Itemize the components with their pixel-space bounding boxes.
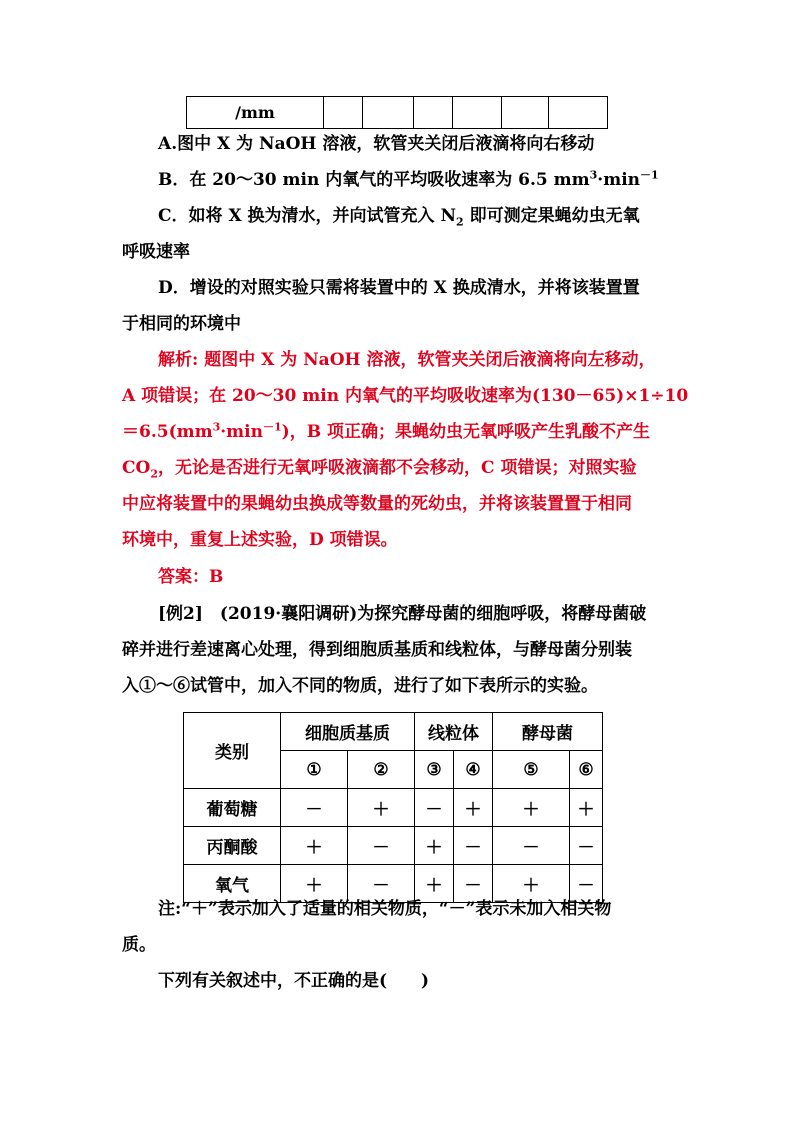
table-cell: ＋ [281, 827, 348, 865]
table-row [184, 789, 603, 827]
table-cell [453, 97, 502, 129]
option-a: A.图中 X 为 NaOH 溶液，软管夹关闭后液滴将向右移动 [158, 134, 595, 154]
example-line-2: 碎并进行差速离心处理，得到细胞质基质和线粒体，与酵母菌分别装 [122, 640, 632, 660]
table-cell: ＋ [493, 865, 570, 903]
tube-5: ⑤ [493, 751, 570, 789]
tube-3: ③ [415, 751, 454, 789]
table-cell: － [454, 865, 493, 903]
option-d: D．增设的对照实验只需将装置中的 X 换成清水，并将该装置置 [158, 278, 640, 298]
row-label: 丙酮酸 [184, 827, 281, 865]
results-table-fragment [186, 96, 608, 129]
example-line-3: 入①～⑥试管中，加入不同的物质，进行了如下表所示的实验。 [122, 676, 598, 696]
table-cell: ＋ [454, 789, 493, 827]
option-d-cont: 于相同的环境中 [122, 314, 241, 334]
table-cell: － [570, 865, 603, 903]
table-cell: － [415, 789, 454, 827]
analysis-line-3: $=6.5(mm^3\cdot\min^{-1})$，B 项正确；果蝇幼虫无氧呼吸产生乳酸不产生 [122, 420, 650, 442]
tube-4: ④ [454, 751, 493, 789]
table-cell: － [454, 827, 493, 865]
table-cell: ＋ [281, 865, 348, 903]
option-c-cont: 呼吸速率 [122, 242, 190, 262]
row-label: 氧气 [184, 865, 281, 903]
table-cell [414, 97, 453, 129]
table-cell [549, 97, 608, 129]
table-cell: － [348, 827, 415, 865]
analysis-line-6: 环境中，重复上述实验，D 项错误。 [122, 530, 398, 550]
tube-2: ② [348, 751, 415, 789]
analysis-line-5: 中应将装置中的果蝇幼虫换成等数量的死幼虫，并将该装置置于相同 [122, 494, 632, 514]
table-cell: － [570, 827, 603, 865]
analysis-heading: 解析: [158, 350, 199, 370]
question-stem: 下列有关叙述中，不正确的是( ) [158, 971, 430, 991]
group-header-yeast: 酵母菌 [493, 713, 603, 751]
table-row [184, 865, 603, 903]
note-line-2: 质。 [122, 935, 156, 955]
answer-label: 答案： [158, 567, 209, 587]
tube-6: ⑥ [570, 751, 603, 789]
example-line-1: [例2] (2019·襄阳调研)为探究酵母菌的细胞呼吸，将酵母菌破 [158, 604, 647, 624]
answer [158, 566, 710, 588]
table-cell [324, 97, 363, 129]
table-cell: ＋ [570, 789, 603, 827]
group-header-mitochondria: 线粒体 [415, 713, 493, 751]
table-row [187, 97, 608, 129]
table-cell: － [348, 865, 415, 903]
analysis-line-1: 解析: 题图中 X 为 NaOH 溶液，软管夹关闭后液滴将向左移动， [158, 350, 656, 370]
group-header-cytoplasm: 细胞质基质 [281, 713, 415, 751]
answer-value: B [209, 567, 224, 587]
experiment-table [183, 712, 603, 903]
note-line-1: 注:“＋”表示加入了适量的相关物质，“－”表示未加入相关物 [158, 899, 612, 919]
table-cell: ＋ [493, 789, 570, 827]
table-cell: － [281, 789, 348, 827]
example-source: (2019·襄阳调研) [219, 604, 358, 624]
table-row [184, 827, 603, 865]
table-cell: － [493, 827, 570, 865]
table-cell: ＋ [348, 789, 415, 827]
row-label: 葡萄糖 [184, 789, 281, 827]
option-c: C．如将 X 换为清水，并向试管充入 $N_2$ 即可测定果蝇幼虫无氧 [158, 206, 640, 229]
analysis-line-2: A 项错误；在 20～30 min 内氧气的平均吸收速率为(130－65)×1÷10 [122, 386, 689, 406]
category-header: 类别 [184, 713, 281, 789]
table-cell: ＋ [415, 827, 454, 865]
example-tag: [例2] [158, 604, 203, 624]
option-b: B．在 20～30 min 内氧气的平均吸收速率为 6.5 $mm^3\cdot\min^{-1}$ [158, 168, 659, 190]
table-cell: ＋ [415, 865, 454, 903]
analysis-line-4: $CO_2$，无论是否进行无氧呼吸液滴都不会移动，C 项错误；对照实验 [122, 458, 637, 481]
tube-1: ① [281, 751, 348, 789]
table-cell [363, 97, 414, 129]
table-header-row [184, 713, 603, 751]
row-label: /mm [187, 97, 324, 129]
table-cell [502, 97, 549, 129]
